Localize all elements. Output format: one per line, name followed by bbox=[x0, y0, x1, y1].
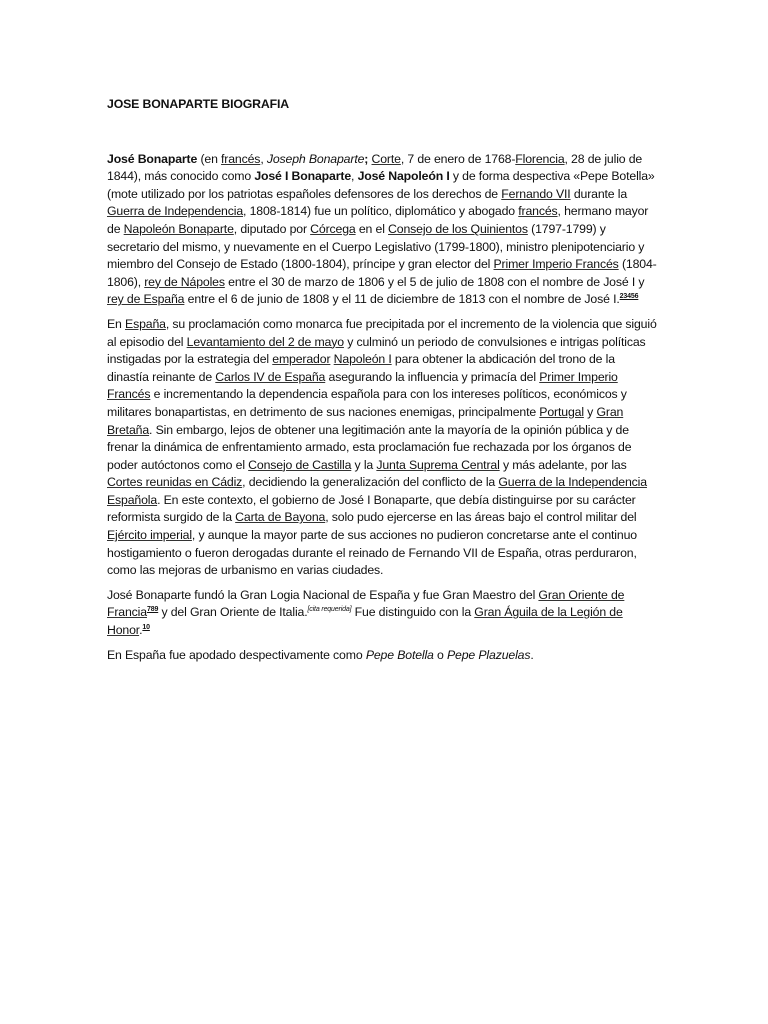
text-run: , bbox=[351, 169, 358, 184]
text-link[interactable]: emperador bbox=[272, 352, 331, 367]
text-run: En España fue apodado despectivamente como bbox=[107, 647, 366, 662]
text-run: y del Gran Oriente de Italia. bbox=[158, 605, 308, 620]
text-run: y más adelante, por las bbox=[499, 457, 627, 472]
reference-superscript[interactable]: 10 bbox=[142, 623, 150, 631]
text-run: José Bonaparte fundó la Gran Logia Nacional de España y fue Gran Maestro del bbox=[107, 587, 539, 602]
text-run: Pepe Plazuelas bbox=[446, 647, 531, 662]
text-link[interactable]: Carta de Bayona bbox=[235, 510, 326, 525]
text-run: entre el 30 de marzo de 1806 y el 5 de julio de 1808 con el nombre de José I y bbox=[224, 274, 645, 289]
text-link[interactable]: Gran Oriente de Francia bbox=[107, 587, 625, 620]
text-run: y culminó un periodo de convulsiones e intrigas políticas instigadas por la estrategia del bbox=[107, 334, 646, 367]
text-run: , su proclamación como monarca fue precipitada por el incremento de la violencia que siguió al episodio del bbox=[107, 316, 657, 349]
text-run: (en bbox=[197, 151, 222, 166]
text-run: Joseph Bonaparte bbox=[266, 151, 365, 166]
text-run: para obtener la abdicación del trono de la dinastía reinante de bbox=[107, 352, 615, 384]
citation-needed-note: [cita requerida] bbox=[307, 606, 352, 614]
text-link[interactable]: Fernando VII bbox=[501, 186, 571, 201]
text-link[interactable]: España bbox=[125, 316, 166, 331]
text-run: y bbox=[583, 404, 597, 419]
text-run: José Bonaparte bbox=[107, 151, 198, 166]
text-link[interactable]: Levantamiento del 2 de mayo bbox=[186, 334, 344, 349]
text-run: entre el 6 de junio de 1808 y el 11 de diciembre de 1813 con el nombre de José I. bbox=[184, 292, 620, 307]
text-link[interactable]: Guerra de la Independencia Española bbox=[107, 475, 647, 507]
text-link[interactable]: Junta Suprema Central bbox=[376, 457, 500, 472]
text-link[interactable]: Napoleón I bbox=[333, 352, 392, 367]
text-run: José Napoleón I bbox=[357, 169, 450, 184]
text-run: ; bbox=[364, 151, 372, 166]
text-run: y de forma despectiva «Pepe Botella» (mote utilizado por los patriotas españoles defensores de los derechos de bbox=[107, 169, 655, 201]
text-link[interactable]: Cortes reunidas en Cádiz bbox=[107, 475, 243, 490]
text-run: e incrementando la dependencia española para con los intereses políticos, económicos y militares bonapartistas, en detrimento de sus naciones enemigas, principalmente bbox=[107, 387, 627, 419]
text-run: Fue distinguido con la bbox=[351, 605, 475, 620]
text-run: José I Bonaparte bbox=[254, 169, 352, 184]
text-run: durante la bbox=[570, 186, 628, 201]
text-run: o bbox=[433, 647, 447, 662]
text-link[interactable]: rey de Nápoles bbox=[144, 274, 225, 289]
text-run: . bbox=[530, 647, 534, 662]
text-link[interactable]: Consejo de los Quinientos bbox=[388, 221, 528, 236]
text-run: en el bbox=[355, 221, 389, 236]
paragraph-proclamation bbox=[107, 316, 659, 580]
text-run: . En este contexto, el gobierno de José I Bonaparte, que debía distinguirse por su carácter reformista surgido de la bbox=[107, 492, 636, 525]
text-link[interactable]: Primer Imperio Francés bbox=[107, 369, 618, 402]
text-run: , diputado por bbox=[233, 221, 311, 236]
document-title: JOSE BONAPARTE BIOGRAFIA bbox=[107, 97, 290, 111]
text-link[interactable]: Napoleón Bonaparte bbox=[123, 221, 234, 236]
text-run: , bbox=[260, 151, 267, 166]
text-run: . Sin embargo, lejos de obtener una legitimación ante la mayoría de la opinión pública y de frenar la dinámica de enfrentamiento armado, esta proclamación fue rechazada por los órganos de poder autóctonos como el bbox=[107, 422, 632, 472]
text-run: , 28 de julio de 1844), más conocido como bbox=[107, 151, 643, 184]
text-run: Pepe Botella bbox=[365, 647, 434, 662]
text-link[interactable]: francés bbox=[518, 204, 558, 219]
reference-superscript[interactable]: 23456 bbox=[619, 293, 639, 301]
text-link[interactable]: Gran Bretaña bbox=[107, 404, 624, 437]
text-run: (1797-1799) y secretario del mismo, y nuevamente en el Cuerpo Legislativo (1799-1800), ministro plenipotenciario y miembro del Consejo de Estado (1800-1804), príncipe y gran elector del bbox=[107, 221, 645, 272]
text-link[interactable]: Corte bbox=[371, 151, 401, 166]
text-run: (1804-1806), bbox=[107, 257, 657, 289]
text-run: , 1808-1814) fue un político, diplomático y abogado bbox=[243, 204, 519, 219]
text-run: , y aunque la mayor parte de sus acciones no pudieron concretarse ante el continuo hostigamiento o fueron derogadas durante el reinado de Fernando VII de España, otras perduraron, como las mejoras de urbanismo en varias ciudades. bbox=[107, 528, 637, 578]
text-run: , 7 de enero de 1768- bbox=[400, 151, 516, 166]
text-link[interactable]: Gran Águila de la Legión de Honor bbox=[107, 605, 623, 638]
text-link[interactable]: Florencia bbox=[515, 151, 565, 166]
text-run: , decidiendo la generalización del conflicto de la bbox=[242, 475, 499, 490]
text-link[interactable]: Córcega bbox=[310, 221, 356, 236]
text-link[interactable]: Consejo de Castilla bbox=[248, 457, 352, 472]
paragraph-intro bbox=[107, 151, 659, 309]
text-link[interactable]: francés bbox=[221, 151, 261, 166]
text-run: y la bbox=[351, 457, 377, 472]
text-run: En bbox=[107, 316, 126, 331]
text-link[interactable]: Ejército imperial bbox=[107, 528, 192, 543]
paragraph-freemasonry bbox=[107, 587, 659, 640]
text-link[interactable]: Primer Imperio Francés bbox=[493, 257, 619, 272]
text-link[interactable]: rey de España bbox=[107, 292, 185, 307]
paragraph-nickname bbox=[107, 647, 659, 665]
text-link[interactable]: Portugal bbox=[539, 404, 584, 419]
text-run: , hermano mayor de bbox=[107, 204, 649, 236]
reference-superscript[interactable]: 789 bbox=[146, 606, 159, 614]
text-run: . bbox=[139, 623, 143, 638]
text-run: asegurando la influencia y primacía del bbox=[325, 369, 540, 384]
text-link[interactable]: Carlos IV de España bbox=[215, 369, 326, 384]
text-link[interactable]: Guerra de Independencia bbox=[107, 204, 244, 219]
text-run: , solo pudo ejercerse en las áreas bajo el control militar del bbox=[325, 510, 637, 525]
document-content bbox=[107, 96, 659, 671]
